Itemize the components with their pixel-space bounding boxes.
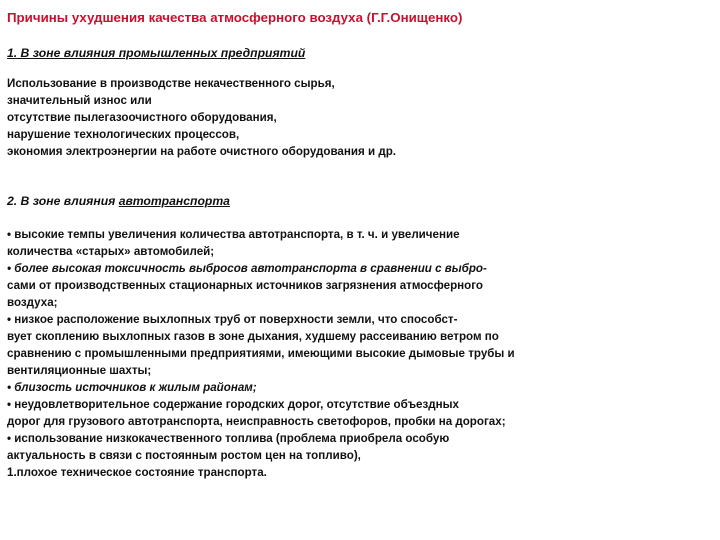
section2-line: сравнению с промышленными предприятиями, имеющими высокие дымовые трубы и: [7, 347, 515, 360]
section2-line: вентиляционные шахты;: [7, 364, 152, 377]
section1-heading: [7, 46, 305, 60]
section2-line: • более высокая токсичность выбросов автотранспорта в сравнении с выбро-: [7, 262, 487, 275]
section2-line: • близость источников к жилым районам;: [7, 381, 257, 394]
section1-line: значительный износ или: [7, 94, 152, 107]
section2-line: воздуха;: [7, 296, 58, 309]
section1-line: отсутствие пылегазоочистного оборудования,: [7, 111, 277, 124]
section2-line: 1.плохое техническое состояние транспорта.: [7, 466, 267, 479]
section2-line: актуальность в связи с постоянным ростом цен на топливо),: [7, 449, 361, 462]
section1-heading-text: 1. В зоне влияния промышленных предприятий: [7, 46, 306, 60]
section2-line: • неудовлетворительное содержание городских дорог, отсутствие объездных: [7, 398, 459, 411]
slide-title: Причины ухудшения качества атмосферного воздуха (Г.Г.Онищенко): [7, 10, 463, 25]
section2-heading: [7, 194, 230, 208]
section2-line: • высокие темпы увеличения количества автотранспорта, в т. ч. и увеличение: [7, 228, 460, 241]
section2-heading-prefix: 2. В зоне влияния: [7, 194, 116, 208]
section2-body: [7, 226, 515, 481]
section2-line: • низкое расположение выхлопных труб от поверхности земли, что способст-: [7, 313, 458, 326]
section2-line: • использование низкокачественного топлива (проблема приобрела особую: [7, 432, 450, 445]
section2-line: количества «старых» автомобилей;: [7, 245, 215, 258]
section1-body: [7, 75, 396, 160]
section1-line: нарушение технологических процессов,: [7, 128, 240, 141]
section2-line: дорог для грузового автотранспорта, неисправность светофоров, пробки на дорогах;: [7, 415, 506, 428]
section1-line: Использование в производстве некачественного сырья,: [7, 77, 335, 90]
section2-line: вует скоплению выхлопных газов в зоне дыхания, худшему рассеиванию ветром по: [7, 330, 499, 343]
section1-line: экономия электроэнергии на работе очистного оборудования и др.: [7, 145, 397, 158]
section2-heading-underlined: автотранспорта: [118, 194, 230, 208]
section2-line: сами от производственных стационарных источников загрязнения атмосферного: [7, 279, 483, 292]
